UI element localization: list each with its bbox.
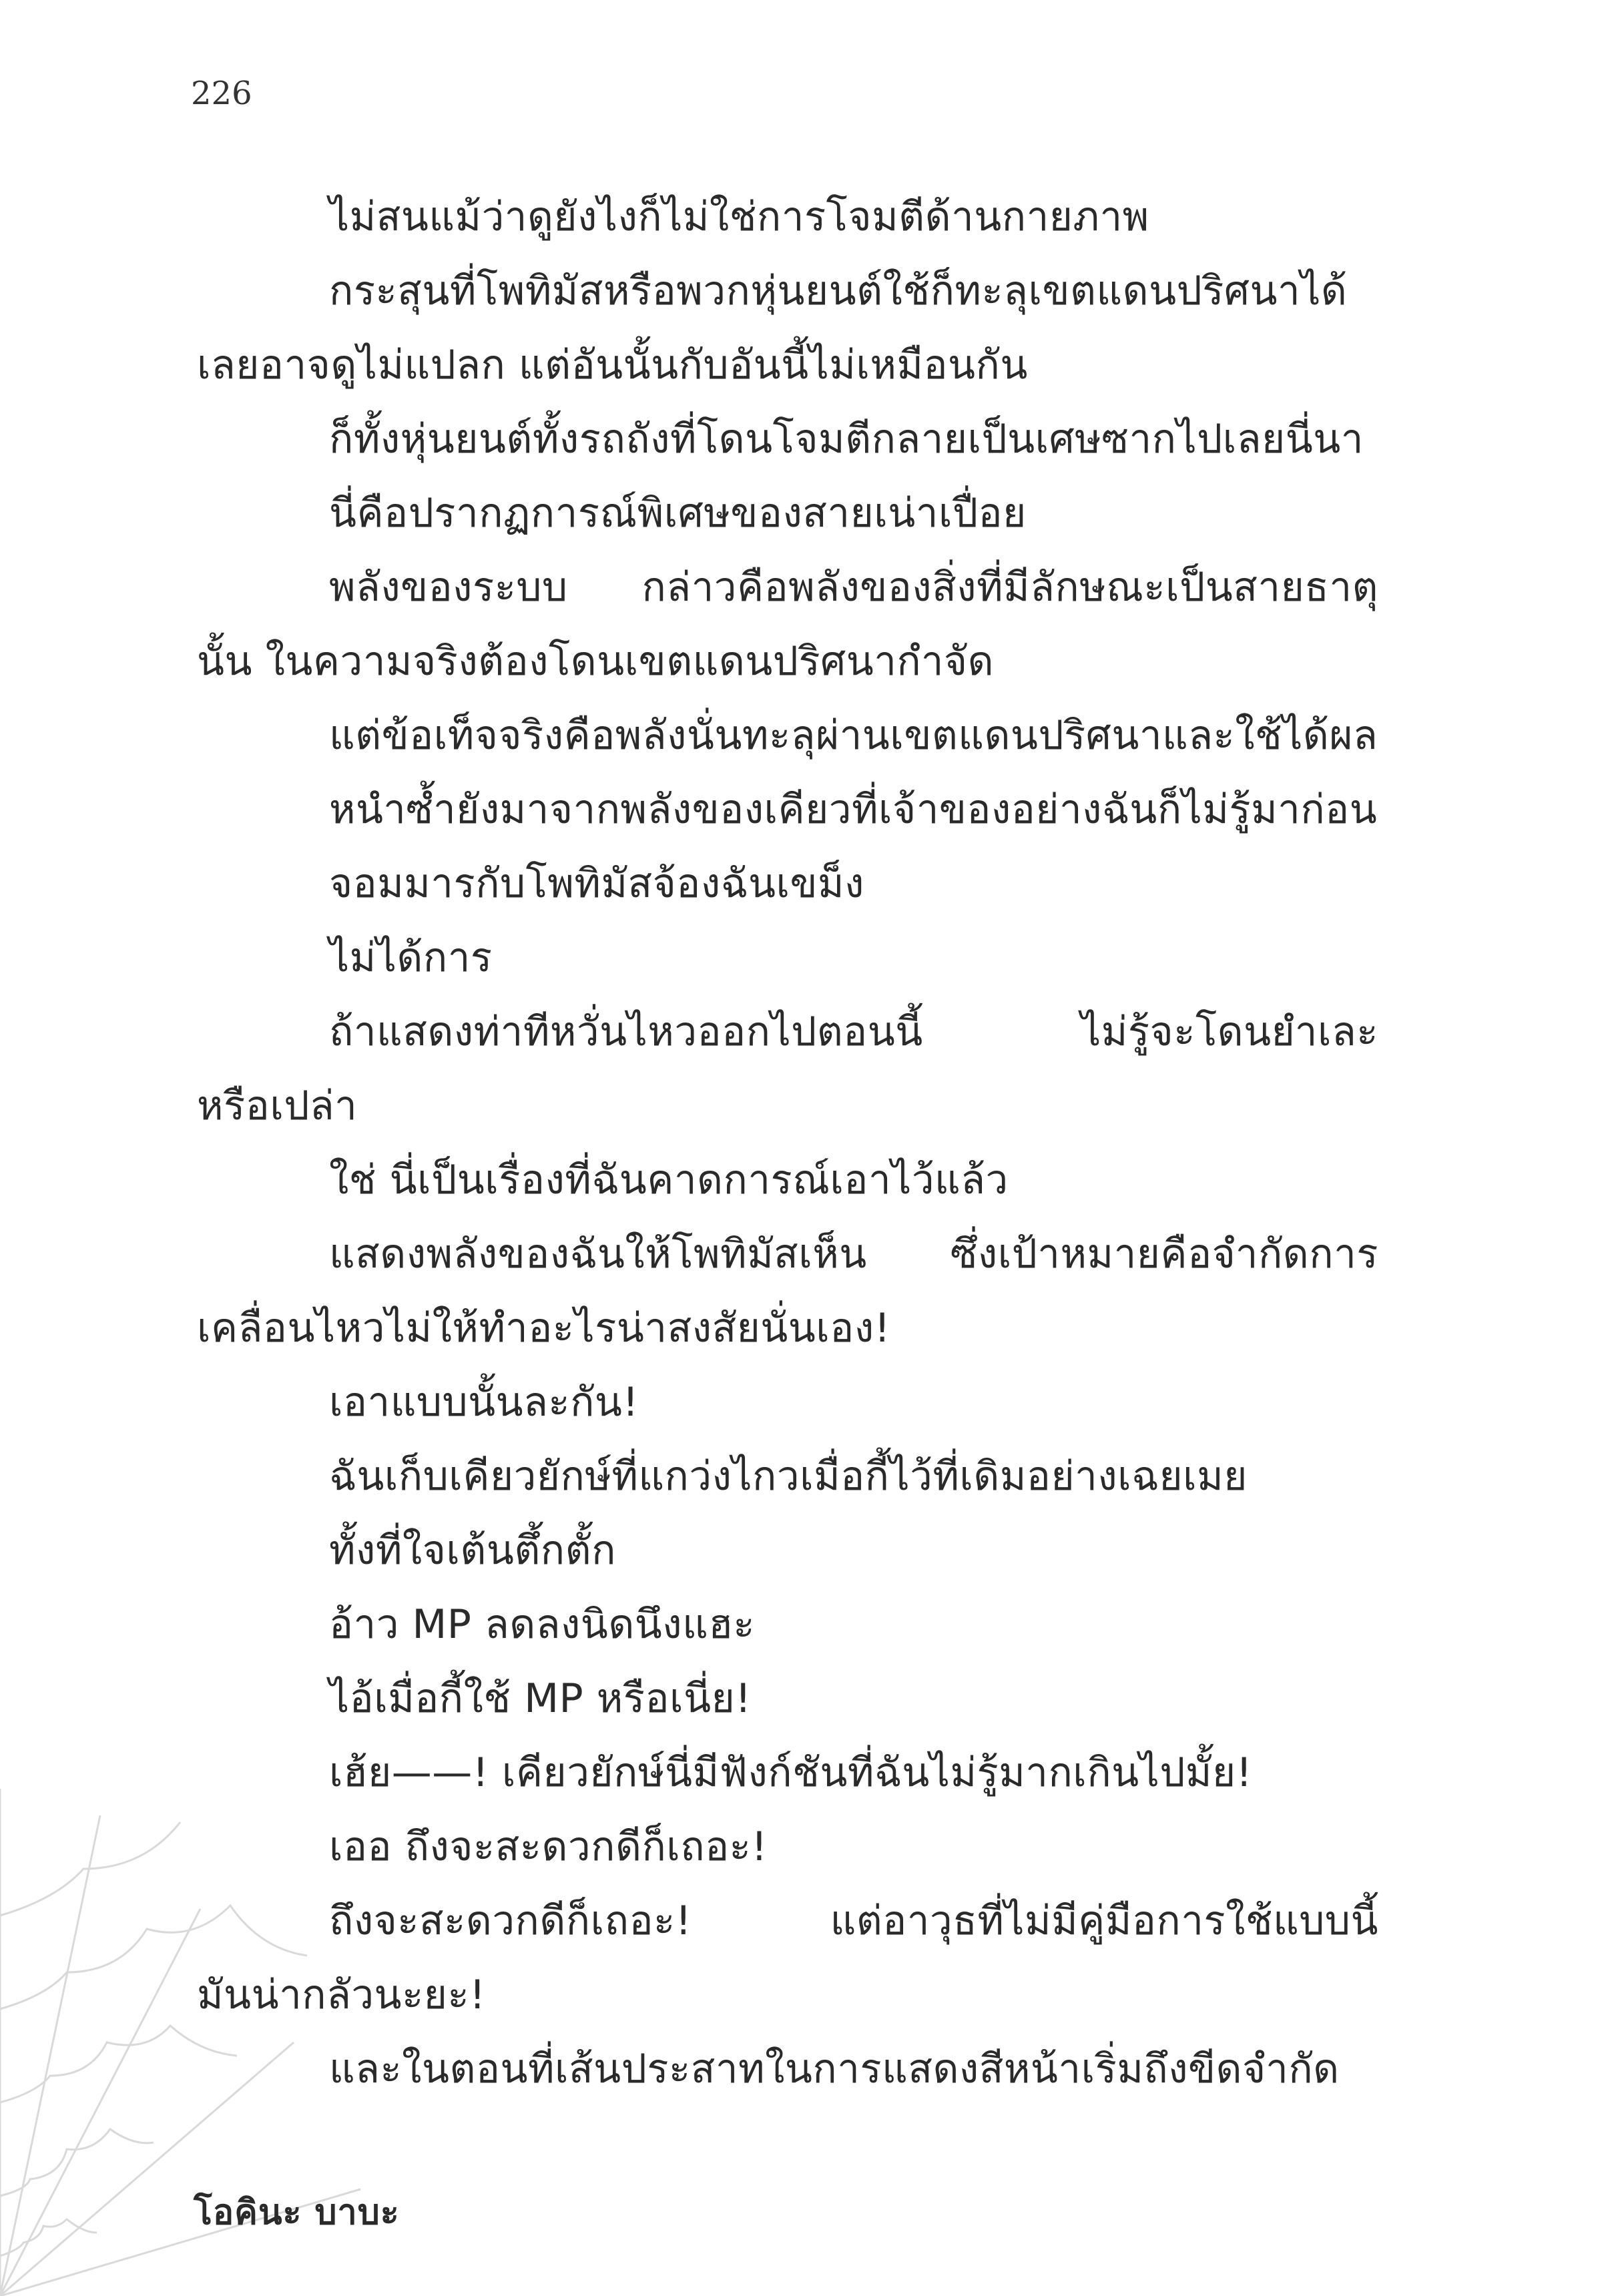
text-line: แสดงพลังของฉันให้โพทิมัสเห็น ซึ่งเป้าหมายคือจำกัดการ xyxy=(329,1231,1378,1277)
text-line: เอาแบบนั้นละกัน! xyxy=(329,1379,639,1426)
text-line: เลยอาจดูไม่แปลก แต่อันนั้นกับอันนี้ไม่เหมือนกัน xyxy=(197,342,1028,388)
text-line: หรือเปล่า xyxy=(197,1083,358,1129)
text-line: ไม่สนแม้ว่าดูยังไงก็ไม่ใช่การโจมตีด้านกายภาพ xyxy=(329,194,1149,240)
text-line: ก็ทั้งหุ่นยนต์ทั้งรถถังที่โดนโจมตีกลายเป็นเศษซากไปเลยนี่นา xyxy=(329,416,1364,463)
book-author-footer: โอคินะ บาบะ xyxy=(194,2193,400,2233)
body-text xyxy=(197,180,1378,2106)
text-line: เออ ถึงจะสะดวกดีก็เถอะ! xyxy=(329,1823,768,1870)
text-line: มันน่ากลัวนะยะ! xyxy=(197,1972,486,2018)
text-line: ทั้งที่ใจเต้นตึ้กตั้ก xyxy=(329,1527,616,1574)
text-line: พลังของระบบ กล่าวคือพลังของสิ่งที่มีลักษณะเป็นสายธาตุ xyxy=(329,564,1378,611)
text-line: กระสุนที่โพทิมัสหรือพวกหุ่นยนต์ใช้ก็ทะลุเขตแดนปริศนาได้ xyxy=(329,268,1348,314)
text-line: นี่คือปรากฏการณ์พิเศษของสายเน่าเปื่อย xyxy=(329,490,1027,537)
text-line: เฮ้ย——! เคียวยักษ์นี่มีฟังก์ชันที่ฉันไม่รู้มากเกินไปมั้ย! xyxy=(329,1749,1253,1796)
text-line: จอมมารกับโพทิมัสจ้องฉันเขม็ง xyxy=(329,860,864,907)
text-line: แต่ข้อเท็จจริงคือพลังนั่นทะลุผ่านเขตแดนปริศนาและใช้ได้ผล xyxy=(329,712,1378,759)
text-line: หนำซ้ำยังมาจากพลังของเคียวที่เจ้าของอย่างฉันก็ไม่รู้มาก่อน xyxy=(329,786,1378,833)
text-line: ไอ้เมื่อกี้ใช้ MP หรือเนี่ย! xyxy=(329,1675,752,1722)
text-line: ฉันเก็บเคียวยักษ์ที่แกว่งไกวเมื่อกี้ไว้ที่เดิมอย่างเฉยเมย xyxy=(329,1453,1248,1500)
text-line: เคลื่อนไหวไม่ให้ทำอะไรน่าสงสัยนั่นเอง! xyxy=(197,1305,891,1352)
text-line: นั้น ในความจริงต้องโดนเขตแดนปริศนากำจัด xyxy=(197,638,995,685)
text-line: ถึงจะสะดวกดีก็เถอะ! แต่อาวุธที่ไม่มีคู่มือการใช้แบบนี้ xyxy=(329,1898,1378,1944)
text-line: ใช่ นี่เป็นเรื่องที่ฉันคาดการณ์เอาไว้แล้ว xyxy=(329,1157,1009,1203)
text-line: และในตอนที่เส้นประสาทในการแสดงสีหน้าเริ่มถึงขีดจำกัด xyxy=(329,2046,1340,2092)
text-line: ไม่ได้การ xyxy=(329,934,493,981)
text-line: อ้าว MP ลดลงนิดนึงแฮะ xyxy=(329,1601,756,1648)
page-number: 226 xyxy=(191,75,252,112)
text-line: ถ้าแสดงท่าทีหวั่นไหวออกไปตอนนี้ ไม่รู้จะโดนยำเละ xyxy=(329,1009,1378,1055)
